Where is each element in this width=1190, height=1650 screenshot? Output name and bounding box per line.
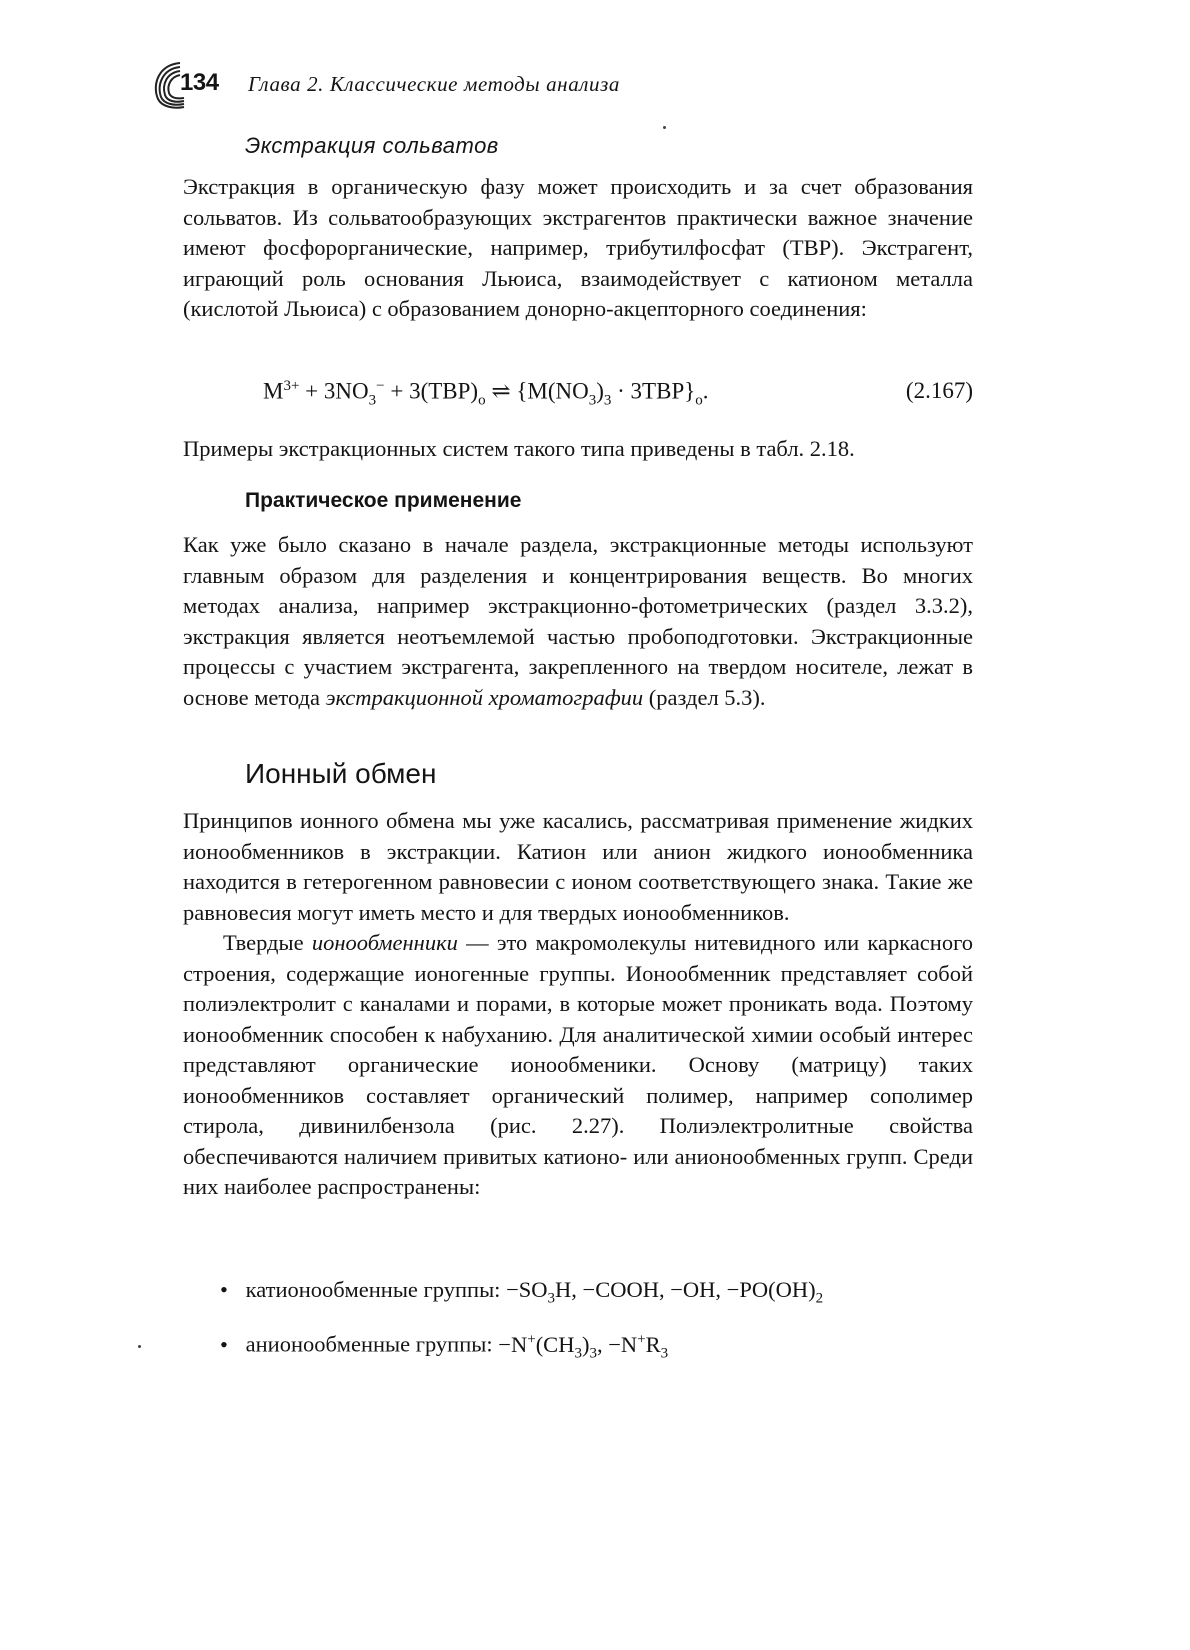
running-head: Глава 2. Классические методы анализа	[248, 72, 621, 96]
application-paragraph	[183, 530, 973, 713]
page-header	[150, 55, 950, 115]
bullet-anion-formulas: $-N^+(CH_3)_3$, $-N^+R_3$	[498, 1331, 669, 1361]
bullet-anion-label: анионообменные группы:	[245, 1331, 493, 1357]
subsection-heading-solvates: Экстракция сольватов	[245, 133, 499, 158]
subsection-heading-application: Практическое применение	[245, 489, 522, 512]
section-heading-ion-exchange: Ионный обмен	[245, 758, 437, 789]
solvates-table-reference: Примеры экстракционных систем такого типа приведены в табл. 2.18.	[183, 436, 855, 461]
page-number: 134	[180, 69, 219, 96]
ion-exchange-emphasis: ионообменники	[311, 930, 458, 955]
scan-speck	[663, 126, 666, 129]
ion-exchange-paragraph-2	[183, 928, 973, 1203]
bullet-cation-formulas: $-SO_3H$, −COOH, −OH, $-PO(OH)_2$	[506, 1277, 824, 1307]
equation-number: (2.167)	[905, 378, 973, 403]
application-emphasis: экстракционной хроматографии	[325, 684, 644, 710]
application-text-end: (раздел 5.3).	[643, 684, 766, 710]
solvates-paragraph: Экстракция в органическую фазу может происходить и за счет образования сольватов. Из сольватообразующих экстрагентов практически важное значение имеют фосфорорганические, например, трибутилфосфат (ТВР). Экстрагент, играющий роль основания Льюиса, взаимодействует с катионом металла (кислотой Льюиса) с образованием донорно-акцепторного соединения:	[183, 174, 973, 321]
bullet-cation-label: катионообменные группы:	[245, 1277, 501, 1302]
bullet-cation-exchange	[220, 1277, 823, 1308]
equation-2-167	[183, 378, 973, 418]
bullet-icon: •	[220, 1331, 228, 1357]
ion-exchange-paragraph-1: Принципов ионного обмена мы уже касались, рассматривая применение жидких ионообменников в экстракции. Катион или анион жидкого ионообменника находится в гетерогенном равновесии с ионом соответствующего знака. Такие же равновесия могут иметь место и для твердых ионообменников.	[183, 808, 973, 925]
equation-formula: $M^{3+} + 3NO_3^- + 3(TBP)_o$ ⇌ $\{M(NO_3)_3 \cdot 3TBP\}_o$.	[263, 378, 709, 409]
bullet-icon: •	[220, 1277, 228, 1302]
ion-exchange-p2-start: Твердые	[223, 930, 312, 955]
application-text-start: Как уже было сказано в начале раздела, экстракционные методы используют главным образом для разделения и концентрирования веществ. Во многих методах анализа, например экстракционно-фотометрических (раздел 3.3.2), экстракция является неотъемлемой частью пробоподготовки. Экстракционные процессы с участием экстрагента, закрепленного на твердом носителе, лежат в основе метода	[183, 532, 973, 710]
bullet-anion-exchange	[220, 1331, 668, 1362]
scan-speck	[138, 1345, 141, 1348]
ion-exchange-p2-end: — это макромолекулы нитевидного или каркасного строения, содержащие ионогенные группы. Ионообменник представляет собой полиэлектролит с каналами и порами, в которые может проникать вода. Поэтому ионообменник способен к набуханию. Для аналитической химии особый интерес представляют органические ионообменики. Основу (матрицу) таких ионообменников составляет органический полимер, например сополимер стирола, дивинилбензола (рис. 2.27). Полиэлектролитные свойства обеспечиваются наличием привитых катионо- или анионообменных групп. Среди них наиболее распространены:	[183, 930, 974, 1199]
